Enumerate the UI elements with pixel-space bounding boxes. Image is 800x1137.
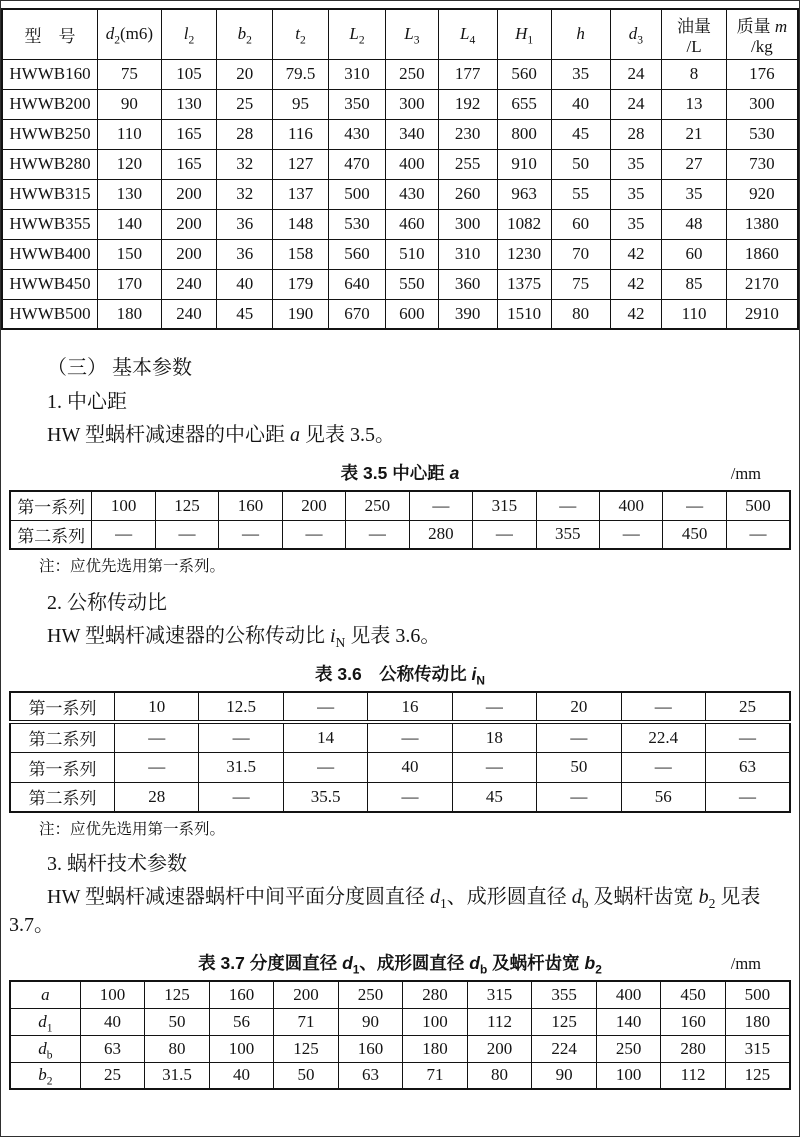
- table-cell: 31.5: [199, 752, 283, 782]
- table-cell: 2170: [726, 269, 798, 299]
- table-cell: 48: [662, 209, 726, 239]
- table-cell: 14: [283, 722, 367, 752]
- table-cell: —: [368, 722, 452, 752]
- table-cell: 920: [726, 179, 798, 209]
- table-cell: 56: [621, 782, 705, 812]
- body-text-block: [1, 355, 799, 1090]
- table-cell: 200: [282, 491, 345, 520]
- table-cell: —: [452, 692, 536, 722]
- table-3-6-caption-line: [9, 662, 791, 688]
- table-cell: 160: [219, 491, 282, 520]
- table-cell: 180: [403, 1035, 468, 1062]
- table-row: [10, 1035, 790, 1062]
- unit-label-mm-1: /mm: [730, 464, 761, 483]
- table-cell: 8: [662, 59, 726, 89]
- table-cell: —: [155, 520, 218, 549]
- table-cell: 45: [217, 299, 273, 329]
- table-cell: 1230: [497, 239, 551, 269]
- table-cell: 90: [532, 1062, 597, 1089]
- table-cell: 21: [662, 119, 726, 149]
- table-cell: —: [282, 520, 345, 549]
- table-cell: 400: [600, 491, 663, 520]
- table-cell: 70: [551, 239, 610, 269]
- table-cell: 150: [98, 239, 162, 269]
- table-cell: —: [199, 722, 283, 752]
- table-cell: 165: [161, 119, 217, 149]
- table-cell: 300: [726, 89, 798, 119]
- table-cell: 16: [368, 692, 452, 722]
- table-cell: 100: [596, 1062, 661, 1089]
- table-cell: 140: [98, 209, 162, 239]
- item-heading-ratio: 2. 公称传动比: [47, 592, 167, 614]
- table-cell: —: [283, 752, 367, 782]
- table-cell: 560: [497, 59, 551, 89]
- table-cell: 50: [274, 1062, 339, 1089]
- table-cell: 71: [274, 1008, 339, 1035]
- table-cell: 250: [338, 981, 403, 1008]
- table-cell: —: [726, 520, 790, 549]
- table-cell: 45: [551, 119, 610, 149]
- table-cell: 18: [452, 722, 536, 752]
- table-cell: 125: [725, 1062, 790, 1089]
- table-cell: 180: [98, 299, 162, 329]
- table-cell: 180: [725, 1008, 790, 1035]
- table-cell: 25: [217, 89, 273, 119]
- row-header: HWWB250: [2, 119, 98, 149]
- table-cell: 35: [610, 209, 662, 239]
- table-cell: 13: [662, 89, 726, 119]
- table-cell: 24: [610, 59, 662, 89]
- table-cell: 63: [705, 752, 790, 782]
- column-header: 型 号: [2, 9, 98, 59]
- table-cell: 260: [438, 179, 497, 209]
- table-cell: 35: [662, 179, 726, 209]
- table-row: [10, 752, 790, 782]
- table-row: [2, 239, 798, 269]
- reducer-dimension-table: [1, 8, 799, 330]
- table-cell: 148: [273, 209, 329, 239]
- table-cell: —: [663, 491, 726, 520]
- table-cell: —: [115, 722, 199, 752]
- table-cell: 40: [217, 269, 273, 299]
- column-header: $l_2$: [161, 9, 217, 59]
- table-cell: 255: [438, 149, 497, 179]
- table-row: [10, 782, 790, 812]
- table-cell: 110: [98, 119, 162, 149]
- table-cell: 85: [662, 269, 726, 299]
- item-heading-center-distance: 1. 中心距: [47, 391, 127, 413]
- table-cell: 315: [467, 981, 532, 1008]
- table-cell: 56: [209, 1008, 274, 1035]
- table-cell: 430: [328, 119, 385, 149]
- table-cell: 22.4: [621, 722, 705, 752]
- table-cell: 50: [551, 149, 610, 179]
- table-cell: 79.5: [273, 59, 329, 89]
- table-cell: 160: [338, 1035, 403, 1062]
- table-cell: 42: [610, 269, 662, 299]
- table-cell: 190: [273, 299, 329, 329]
- table-cell: 240: [161, 299, 217, 329]
- row-header: 第一系列: [10, 692, 115, 722]
- table-cell: —: [283, 692, 367, 722]
- row-header: 第二系列: [10, 722, 115, 752]
- table-cell: 390: [438, 299, 497, 329]
- item-heading-worm-params: 3. 蜗杆技术参数: [47, 853, 187, 875]
- table-cell: —: [537, 782, 621, 812]
- table-cell: 250: [386, 59, 439, 89]
- table-cell: 230: [438, 119, 497, 149]
- table-cell: 10: [115, 692, 199, 722]
- table-cell: —: [409, 491, 472, 520]
- table-cell: 45: [452, 782, 536, 812]
- table-cell: 240: [161, 269, 217, 299]
- table-cell: 80: [551, 299, 610, 329]
- table-cell: 2910: [726, 299, 798, 329]
- table-cell: 90: [98, 89, 162, 119]
- table-cell: 280: [409, 520, 472, 549]
- table-cell: 50: [537, 752, 621, 782]
- table-cell: 280: [403, 981, 468, 1008]
- table-cell: 130: [98, 179, 162, 209]
- table-row: [2, 179, 798, 209]
- table-cell: 35: [610, 179, 662, 209]
- table-cell: 25: [80, 1062, 145, 1089]
- table-row: [2, 59, 798, 89]
- table-cell: 1860: [726, 239, 798, 269]
- column-header: $H_1$: [497, 9, 551, 59]
- column-header: $L_3$: [386, 9, 439, 59]
- table-cell: 1082: [497, 209, 551, 239]
- table-cell: 640: [328, 269, 385, 299]
- table-cell: 116: [273, 119, 329, 149]
- table-cell: 125: [274, 1035, 339, 1062]
- note-first-series-1: 注：应优先选用第一系列。: [39, 558, 226, 575]
- table-cell: 28: [115, 782, 199, 812]
- table-cell: 470: [328, 149, 385, 179]
- table-cell: 55: [551, 179, 610, 209]
- table-cell: 28: [217, 119, 273, 149]
- table-row: [2, 149, 798, 179]
- table-cell: 315: [473, 491, 536, 520]
- table-cell: 20: [537, 692, 621, 722]
- row-header: a: [10, 981, 80, 1008]
- column-header: $d_3$: [610, 9, 662, 59]
- row-header: HWWB160: [2, 59, 98, 89]
- table-row: [2, 89, 798, 119]
- row-header: HWWB200: [2, 89, 98, 119]
- column-header: $L_4$: [438, 9, 497, 59]
- table-cell: 28: [610, 119, 662, 149]
- row-header: HWWB280: [2, 149, 98, 179]
- table-cell: 170: [98, 269, 162, 299]
- table-row: [10, 1008, 790, 1035]
- table-cell: —: [537, 722, 621, 752]
- table-cell: 127: [273, 149, 329, 179]
- table-cell: 910: [497, 149, 551, 179]
- table-cell: 100: [403, 1008, 468, 1035]
- table-cell: 105: [161, 59, 217, 89]
- table-cell: 192: [438, 89, 497, 119]
- table-cell: 355: [532, 981, 597, 1008]
- table-cell: 450: [663, 520, 726, 549]
- table-cell: 125: [145, 981, 210, 1008]
- table-cell: —: [346, 520, 409, 549]
- table-row: [10, 491, 790, 520]
- table-cell: 125: [532, 1008, 597, 1035]
- table-cell: 350: [328, 89, 385, 119]
- table-cell: —: [219, 520, 282, 549]
- row-header: HWWB450: [2, 269, 98, 299]
- table-cell: 95: [273, 89, 329, 119]
- table-cell: —: [368, 782, 452, 812]
- table-cell: 90: [338, 1008, 403, 1035]
- row-header: 第一系列: [10, 752, 115, 782]
- nominal-ratio-table: [9, 691, 791, 813]
- row-header: $b_2$: [10, 1062, 80, 1089]
- table-cell: 36: [217, 209, 273, 239]
- table-3-5-caption-line: [9, 461, 791, 487]
- column-header: $t_2$: [273, 9, 329, 59]
- table-cell: 40: [209, 1062, 274, 1089]
- table-cell: 600: [386, 299, 439, 329]
- table-cell: 75: [98, 59, 162, 89]
- table-cell: 530: [726, 119, 798, 149]
- table-row: [2, 119, 798, 149]
- table-cell: 25: [705, 692, 790, 722]
- row-header: 第二系列: [10, 520, 92, 549]
- table-cell: 430: [386, 179, 439, 209]
- table-cell: 1510: [497, 299, 551, 329]
- table-cell: 120: [98, 149, 162, 179]
- table-cell: 250: [596, 1035, 661, 1062]
- table-cell: 40: [551, 89, 610, 119]
- table-row: [10, 692, 790, 722]
- table-cell: 179: [273, 269, 329, 299]
- table-row: [2, 299, 798, 329]
- table-cell: 300: [438, 209, 497, 239]
- table-cell: 460: [386, 209, 439, 239]
- table-cell: 200: [161, 239, 217, 269]
- table-cell: 670: [328, 299, 385, 329]
- table-cell: 100: [92, 491, 155, 520]
- table-cell: 500: [328, 179, 385, 209]
- table-cell: 32: [217, 149, 273, 179]
- table-cell: 100: [209, 1035, 274, 1062]
- table-cell: 42: [610, 239, 662, 269]
- table-cell: 224: [532, 1035, 597, 1062]
- table-cell: 300: [386, 89, 439, 119]
- table-cell: 730: [726, 149, 798, 179]
- table-cell: 250: [346, 491, 409, 520]
- table-cell: 500: [726, 491, 790, 520]
- table-cell: 550: [386, 269, 439, 299]
- table-3-7-caption-line: [9, 951, 791, 977]
- table-cell: 112: [661, 1062, 726, 1089]
- table-cell: 200: [161, 179, 217, 209]
- table-cell: 24: [610, 89, 662, 119]
- section-heading-basic-params: （三） 基本参数: [47, 357, 192, 379]
- table-cell: 1380: [726, 209, 798, 239]
- table-cell: 60: [662, 239, 726, 269]
- table-cell: —: [115, 752, 199, 782]
- table-cell: 1375: [497, 269, 551, 299]
- table-cell: 310: [438, 239, 497, 269]
- table-row: [10, 520, 790, 549]
- table-cell: —: [199, 782, 283, 812]
- para-ratio: HW 型蜗杆减速器的公称传动比 $i_N$ 见表 3.6。: [47, 625, 441, 650]
- table-cell: 80: [145, 1035, 210, 1062]
- table-cell: 36: [217, 239, 273, 269]
- table-cell: 130: [161, 89, 217, 119]
- note-first-series-2: 注：应优先选用第一系列。: [39, 821, 226, 838]
- table-cell: 20: [217, 59, 273, 89]
- row-header: 第二系列: [10, 782, 115, 812]
- table-cell: 800: [497, 119, 551, 149]
- table-cell: 500: [725, 981, 790, 1008]
- table-cell: 137: [273, 179, 329, 209]
- table-cell: 530: [328, 209, 385, 239]
- row-header: $d_b$: [10, 1035, 80, 1062]
- table-cell: 963: [497, 179, 551, 209]
- column-header: $b_2$: [217, 9, 273, 59]
- table-cell: —: [621, 692, 705, 722]
- table-cell: 80: [467, 1062, 532, 1089]
- table-cell: 140: [596, 1008, 661, 1035]
- table-cell: —: [621, 752, 705, 782]
- table-cell: 200: [161, 209, 217, 239]
- column-header: 质量 m /kg: [726, 9, 798, 59]
- table-cell: 200: [274, 981, 339, 1008]
- unit-label-mm-2: /mm: [730, 954, 761, 973]
- table-cell: —: [705, 782, 790, 812]
- table-cell: 165: [161, 149, 217, 179]
- row-header: $d_1$: [10, 1008, 80, 1035]
- table-cell: 12.5: [199, 692, 283, 722]
- table-row: [10, 981, 790, 1008]
- table-cell: 125: [155, 491, 218, 520]
- worm-parameter-table: [9, 980, 791, 1090]
- table-header-row: [2, 9, 798, 59]
- table-cell: —: [452, 752, 536, 782]
- row-header: HWWB400: [2, 239, 98, 269]
- table-3-5-caption: 表 3.5 中心距 a: [340, 463, 460, 483]
- column-header: h: [551, 9, 610, 59]
- table-row: [10, 1062, 790, 1089]
- table-cell: 35.5: [283, 782, 367, 812]
- table-cell: 40: [80, 1008, 145, 1035]
- table-cell: 60: [551, 209, 610, 239]
- table-cell: 35: [610, 149, 662, 179]
- table-cell: 176: [726, 59, 798, 89]
- table-cell: 40: [368, 752, 452, 782]
- table-cell: 450: [661, 981, 726, 1008]
- column-header: $L_2$: [328, 9, 385, 59]
- row-header: HWWB315: [2, 179, 98, 209]
- table-row: [2, 209, 798, 239]
- table-3-6-caption: 表 3.6 公称传动比 $i_N$: [314, 664, 486, 688]
- table-cell: 158: [273, 239, 329, 269]
- table-cell: —: [600, 520, 663, 549]
- table-cell: 310: [328, 59, 385, 89]
- table-cell: 63: [338, 1062, 403, 1089]
- table-cell: 355: [536, 520, 599, 549]
- table-cell: 71: [403, 1062, 468, 1089]
- table-3-7-caption: 表 3.7 分度圆直径 $d_1$、成形圆直径 $d_b$ 及蜗杆齿宽 $b_2$: [198, 953, 602, 977]
- table-cell: 315: [725, 1035, 790, 1062]
- table-cell: 560: [328, 239, 385, 269]
- table-cell: 32: [217, 179, 273, 209]
- table-cell: 360: [438, 269, 497, 299]
- center-distance-table: [9, 490, 791, 550]
- table-cell: 177: [438, 59, 497, 89]
- row-header: HWWB355: [2, 209, 98, 239]
- row-header: 第一系列: [10, 491, 92, 520]
- para-worm-params: HW 型蜗杆减速器蜗杆中间平面分度圆直径 $d_1$、成形圆直径 $d_b$ 及蜗杆齿宽 $b_2$ 见表 3.7。: [9, 886, 761, 936]
- table-cell: 160: [661, 1008, 726, 1035]
- row-header: HWWB500: [2, 299, 98, 329]
- table-cell: 340: [386, 119, 439, 149]
- table-cell: 655: [497, 89, 551, 119]
- table-cell: 42: [610, 299, 662, 329]
- para-center-distance: HW 型蜗杆减速器的中心距 a 见表 3.5。: [47, 424, 395, 446]
- table-cell: —: [473, 520, 536, 549]
- table-cell: 510: [386, 239, 439, 269]
- table-cell: 110: [662, 299, 726, 329]
- table-cell: 50: [145, 1008, 210, 1035]
- table-cell: 400: [386, 149, 439, 179]
- column-header: 油量 /L: [662, 9, 726, 59]
- table-cell: 100: [80, 981, 145, 1008]
- table-cell: —: [705, 722, 790, 752]
- table-cell: 35: [551, 59, 610, 89]
- table-cell: 400: [596, 981, 661, 1008]
- table-cell: 160: [209, 981, 274, 1008]
- table-row: [2, 269, 798, 299]
- table-cell: —: [536, 491, 599, 520]
- column-header: $d_2(m6)$: [98, 9, 162, 59]
- table-cell: 200: [467, 1035, 532, 1062]
- table-cell: 27: [662, 149, 726, 179]
- table-row: [10, 722, 790, 752]
- table-cell: 280: [661, 1035, 726, 1062]
- table-cell: 31.5: [145, 1062, 210, 1089]
- table-cell: 75: [551, 269, 610, 299]
- table-cell: —: [92, 520, 155, 549]
- table-cell: 112: [467, 1008, 532, 1035]
- table-cell: 63: [80, 1035, 145, 1062]
